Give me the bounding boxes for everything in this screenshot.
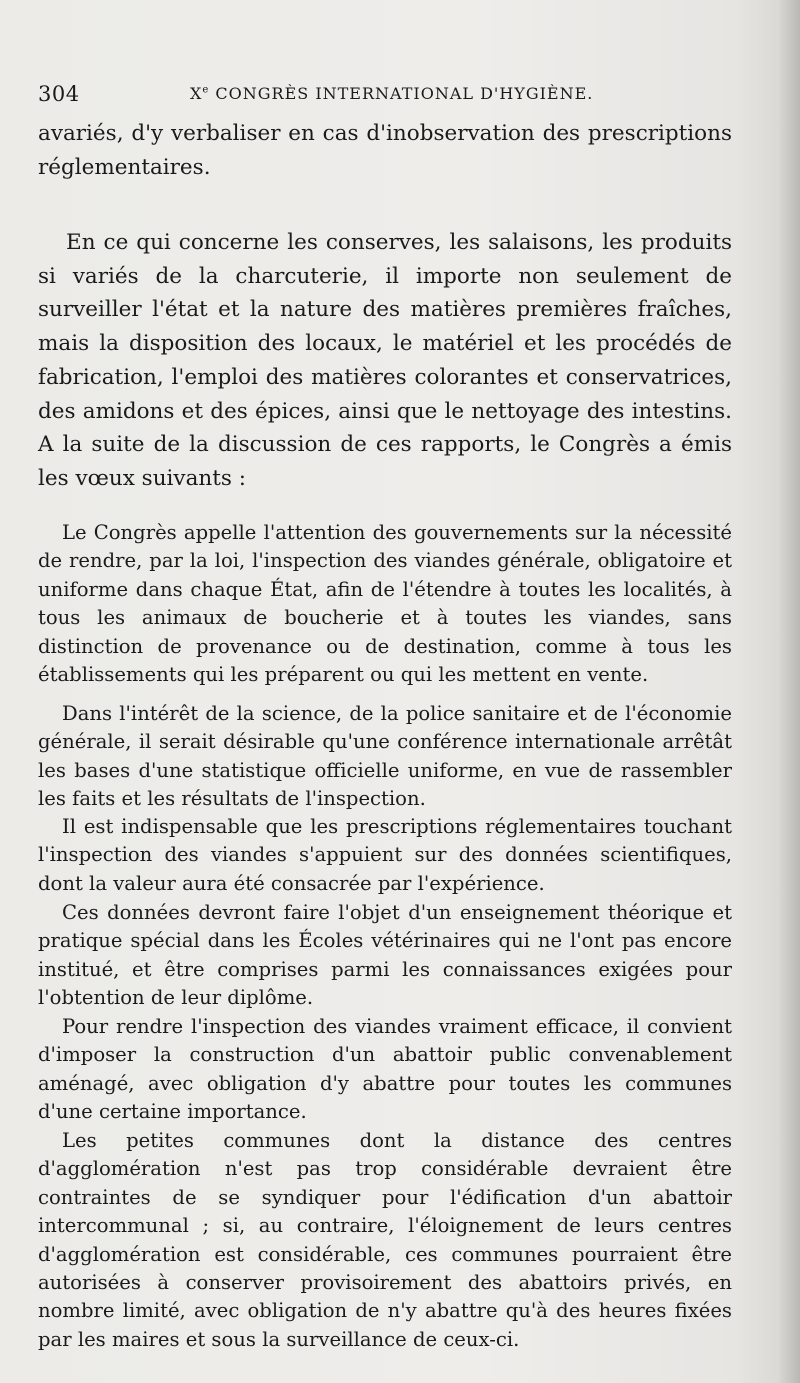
voeu-enseignement: Ces données devront faire l'objet d'un enseignement théorique et pratique spécial dans les Écoles vétérinaires qui ne l'ont pas encore institué, et être comprises parmi les connaissances exigées pour l'obtention de leur diplôme. bbox=[38, 901, 732, 1010]
page-header bbox=[38, 82, 728, 112]
voeu-petites-communes: Les petites communes dont la distance des centres d'agglomération n'est pas trop considérable devraient être contraintes de se syndiquer pour l'édification d'un abattoir intercommunal ; si, au contraire, l'éloignement de leurs centres d'agglomération est considérable, ces communes pourraient être autorisées à conserver provisoirement des abattoirs privés, en nombre limité, avec obligation de n'y abattre qu'à des heures fixées par les maires et sous la surveillance de ceux-ci. bbox=[38, 1129, 732, 1351]
paragraph-continuation: avariés, d'y verbaliser en cas d'inobservation des prescriptions réglementaires. bbox=[38, 121, 732, 180]
page-edge-shadow bbox=[778, 0, 800, 1383]
running-title: Xe CONGRÈS INTERNATIONAL D'HYGIÈNE. bbox=[190, 84, 594, 103]
voeu-abattoir-public: Pour rendre l'inspection des viandes vraiment efficace, il convient d'imposer la construction d'un abattoir public convenablement aménagé, avec obligation d'y abattre pour toutes les communes d'une certaine importance. bbox=[38, 1015, 732, 1124]
paragraph-conserves: En ce qui concerne les conserves, les salaisons, les produits si variés de la charcuterie, il importe non seulement de surveiller l'état et la nature des matières premières fraîches, mais la disposition des locaux, le matériel et les procédés de fabrication, l'emploi des matières colorantes et conservatrices, des amidons et des épices, ainsi que le nettoyage des intestins. A la suite de la discussion de ces rapports, le Congrès a émis les vœux suivants : bbox=[38, 230, 732, 491]
voeu-inspection-generale: Le Congrès appelle l'attention des gouvernements sur la nécessité de rendre, par la loi, l'inspection des viandes générale, obligatoire et uniforme dans chaque État, afin de l'étendre à toutes les localités, à tous les animaux de boucherie et à toutes les viandes, sans distinction de provenance ou de destination, comme à tous les établissements qui les préparent ou qui les mettent en vente. bbox=[38, 521, 732, 687]
page-number: 304 bbox=[38, 82, 80, 106]
voeu-donnees-scientifiques: Il est indispensable que les prescriptions réglementaires touchant l'inspection des viandes s'appuient sur des données scientifiques, dont la valeur aura été consacrée par l'expérience. bbox=[38, 815, 732, 895]
voeu-statistique: Dans l'intérêt de la science, de la police sanitaire et de l'économie générale, il serait désirable qu'une conférence internationale arrêtât les bases d'une statistique officielle uniforme, en vue de rassembler les faits et les résultats de l'inspection. bbox=[38, 702, 732, 811]
